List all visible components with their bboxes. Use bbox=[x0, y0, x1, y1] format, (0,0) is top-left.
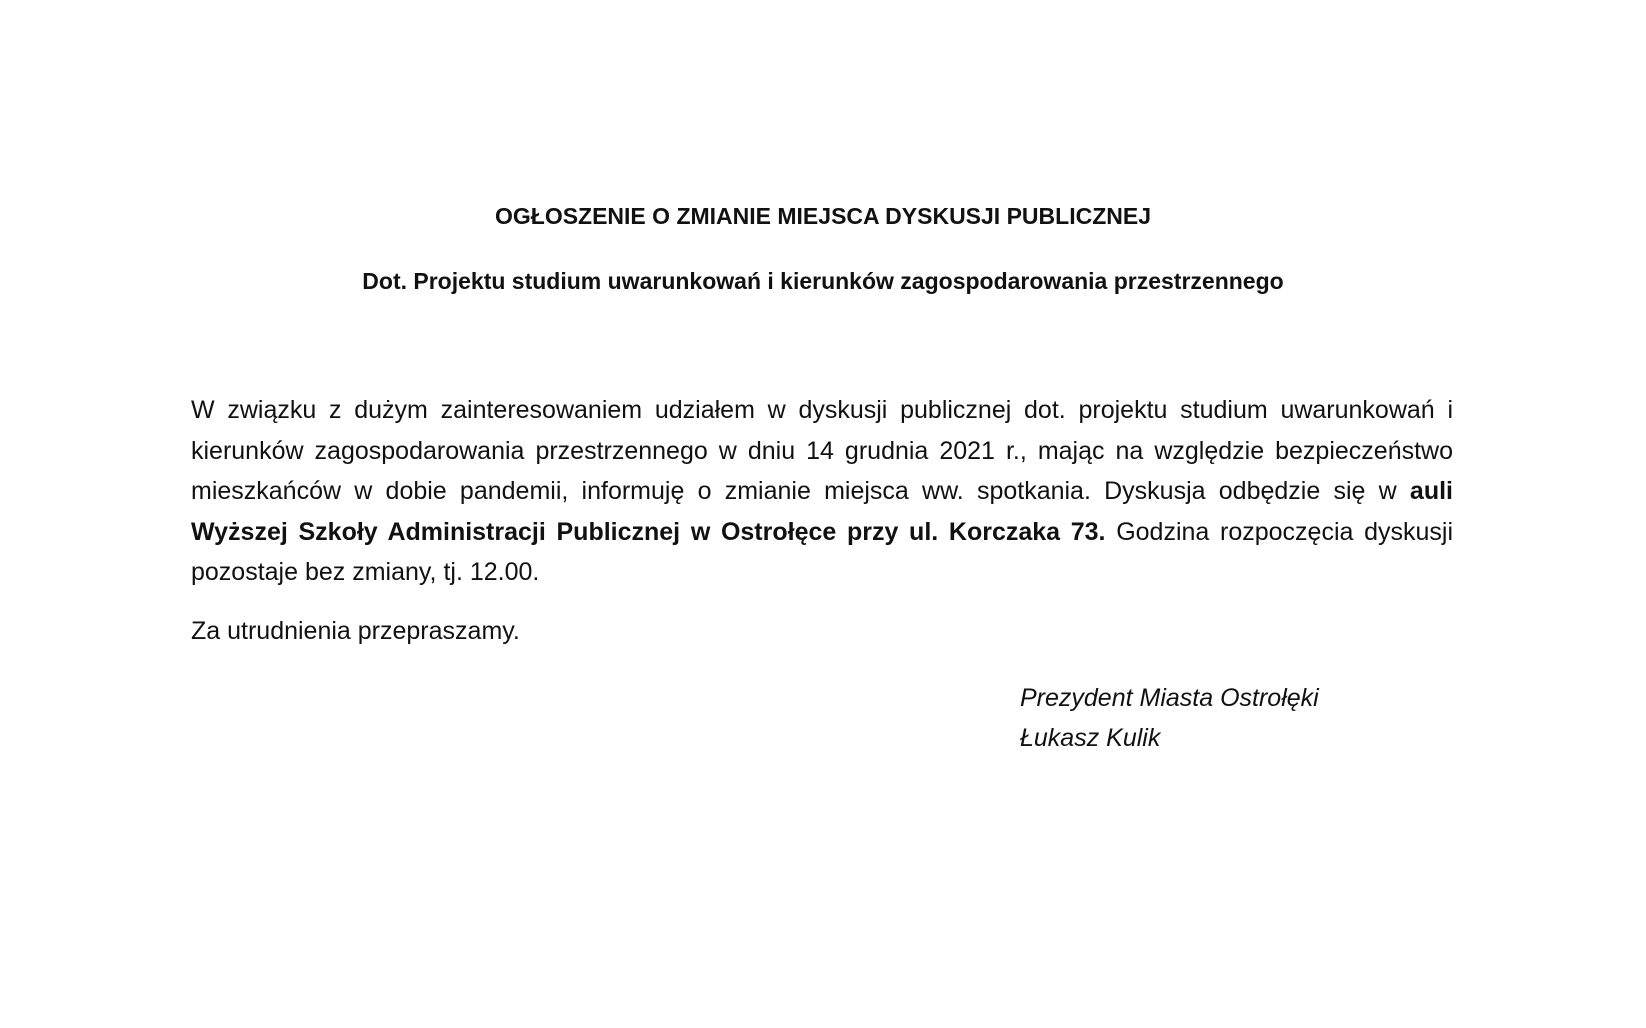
body-text-part1: W związku z dużym zainteresowaniem udziałem w dyskusji publicznej dot. projektu studium uwarunkowań i kierunków zagospodarowania przestrzennego w dniu 14 grudnia 2021 r., mając na względzie bezpieczeństwo mieszkańców w dobie pandemii, informuję o zmianie miejsca ww. spotkania. Dyskusja odbędzie się w bbox=[191, 396, 1453, 505]
apology-text: Za utrudnienia przepraszamy. bbox=[191, 617, 520, 645]
meeting-location: auli Wyższej Szkoły Administracji Publicznej w Ostrołęce przy ul. Korczaka 73. bbox=[191, 477, 1453, 546]
signature-name: Łukasz Kulik bbox=[1020, 724, 1161, 752]
announcement-title: OGŁOSZENIE O ZMIANIE MIEJSCA DYSKUSJI PUBLICZNEJ bbox=[494, 203, 1151, 229]
announcement-body bbox=[191, 390, 1453, 593]
announcement-subtitle: Dot. Projektu studium uwarunkowań i kierunków zagospodarowania przestrzennego bbox=[362, 268, 1284, 294]
signature-role: Prezydent Miasta Ostrołęki bbox=[1020, 684, 1319, 712]
body-text-part2: Godzina rozpoczęcia dyskusji pozostaje bez zmiany, tj. 12.00. bbox=[191, 517, 1453, 586]
signature-block bbox=[1020, 678, 1319, 758]
